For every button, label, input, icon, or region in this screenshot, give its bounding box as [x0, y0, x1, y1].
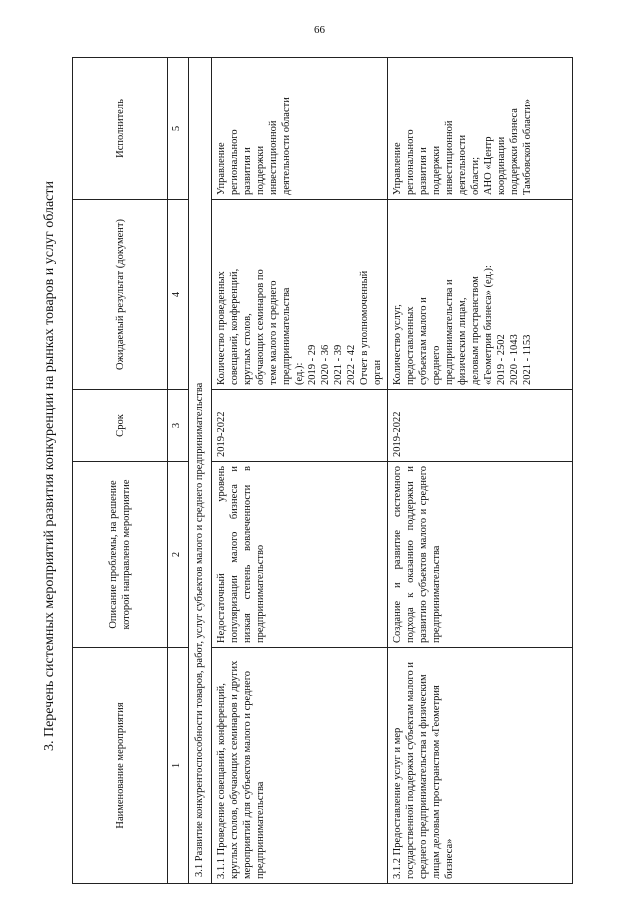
section-row: [189, 58, 212, 884]
table-row: [212, 58, 388, 884]
executor-line: поддержки: [431, 145, 442, 195]
measure-name: 3.1.1 Проведение совещаний, конференций, круглых столов, обучающих семинаров и других мероприятий для субъектов малого и среднего предпринимательства: [212, 648, 388, 884]
result-line: круглых столов,: [242, 313, 253, 385]
result-line: обучающих семинаров по: [255, 269, 266, 385]
landscape-content: [40, 26, 600, 906]
header-problem: Описание проблемы, на решение которой направлено мероприятие: [73, 462, 168, 648]
result-line: предпринимательства: [281, 287, 292, 385]
executor-line: поддержки: [255, 145, 266, 195]
section-heading: 3.1 Развитие конкурентоспособности товаров, работ, услуг субъектов малого и среднего предпринимательства: [189, 58, 212, 884]
header-measure-name: Наименование мероприятия: [73, 648, 168, 884]
result-line: 2020 - 36: [320, 344, 331, 385]
result-line: среднего: [431, 345, 442, 385]
table-row: [388, 58, 573, 884]
page-number: 66: [314, 24, 325, 36]
column-number: 1: [168, 648, 189, 884]
result-line: совещаний, конференций,: [229, 268, 240, 385]
result-line: 2021 - 1153: [522, 334, 533, 385]
column-numbers-row: [168, 58, 189, 884]
executor: [212, 58, 388, 200]
column-number: 5: [168, 58, 189, 200]
result-line: Отчет в уполномоченный: [359, 270, 370, 385]
column-number: 4: [168, 200, 189, 390]
problem-description: Недостаточный уровень популяризации малого бизнеса и низкая степень вовлеченности в предпринимательство: [212, 462, 388, 648]
measures-table: [72, 57, 573, 884]
result-line: 2019 - 2502: [496, 334, 507, 385]
document-title: 3. Перечень системных мероприятий развития конкуренции на рынках товаров и услуг области: [42, 180, 57, 752]
executor-line: инвестиционной: [444, 120, 455, 195]
term: 2019-2022: [388, 390, 573, 462]
result-line: предоставленных: [405, 306, 416, 385]
result-line: Количество услуг,: [392, 304, 403, 385]
problem-description: Создание и развитие системного подхода к оказанию поддержки и развитию субъектов малого и среднего предпринимательства: [388, 462, 573, 648]
header-result: Ожидаемый результат (документ): [73, 200, 168, 390]
executor-line: области;: [470, 156, 481, 195]
measure-name: 3.1.2 Предоставление услуг и мер государственной поддержки субъектам малого и среднего предпринимательства и физическим лицам деловым пространством «Геометрия бизнеса»: [388, 648, 573, 884]
executor-line: развития и: [242, 147, 253, 195]
result-line: Количество проведенных: [216, 271, 227, 385]
result-line: «Геометрия бизнеса» (ед.):: [483, 265, 494, 385]
column-number: 3: [168, 390, 189, 462]
result-line: 2021 - 39: [333, 344, 344, 385]
expected-result: [388, 200, 573, 390]
executor-line: координации: [496, 136, 507, 195]
result-line: орган: [372, 359, 383, 385]
executor-line: развития и: [418, 147, 429, 195]
executor-line: поддержки бизнеса: [509, 108, 520, 195]
result-line: (ед.):: [294, 362, 305, 385]
executor-line: АНО «Центр: [483, 136, 494, 195]
executor-line: Управление: [392, 142, 403, 195]
executor-line: Управление: [216, 142, 227, 195]
header-term: Срок: [73, 390, 168, 462]
executor-line: инвестиционной: [268, 120, 279, 195]
result-line: физическим лицам,: [457, 297, 468, 385]
column-number: 2: [168, 462, 189, 648]
result-line: теме малого и среднего: [268, 280, 279, 385]
result-line: 2019 - 29: [307, 344, 318, 385]
result-line: субъектам малого и: [418, 297, 429, 385]
executor-line: Тамбовской области»: [522, 98, 533, 195]
executor-line: деятельности области: [281, 97, 292, 195]
expected-result: [212, 200, 388, 390]
result-line: 2020 - 1043: [509, 334, 520, 385]
header-executor: Исполнитель: [73, 58, 168, 200]
term: 2019-2022: [212, 390, 388, 462]
executor-line: регионального: [405, 129, 416, 195]
executor-line: регионального: [229, 129, 240, 195]
table-header-row: [73, 58, 168, 884]
result-line: деловым пространством: [470, 276, 481, 385]
result-line: предпринимательства и: [444, 279, 455, 385]
executor: [388, 58, 573, 200]
executor-line: деятельности: [457, 134, 468, 195]
result-line: 2022 - 42: [346, 344, 357, 385]
